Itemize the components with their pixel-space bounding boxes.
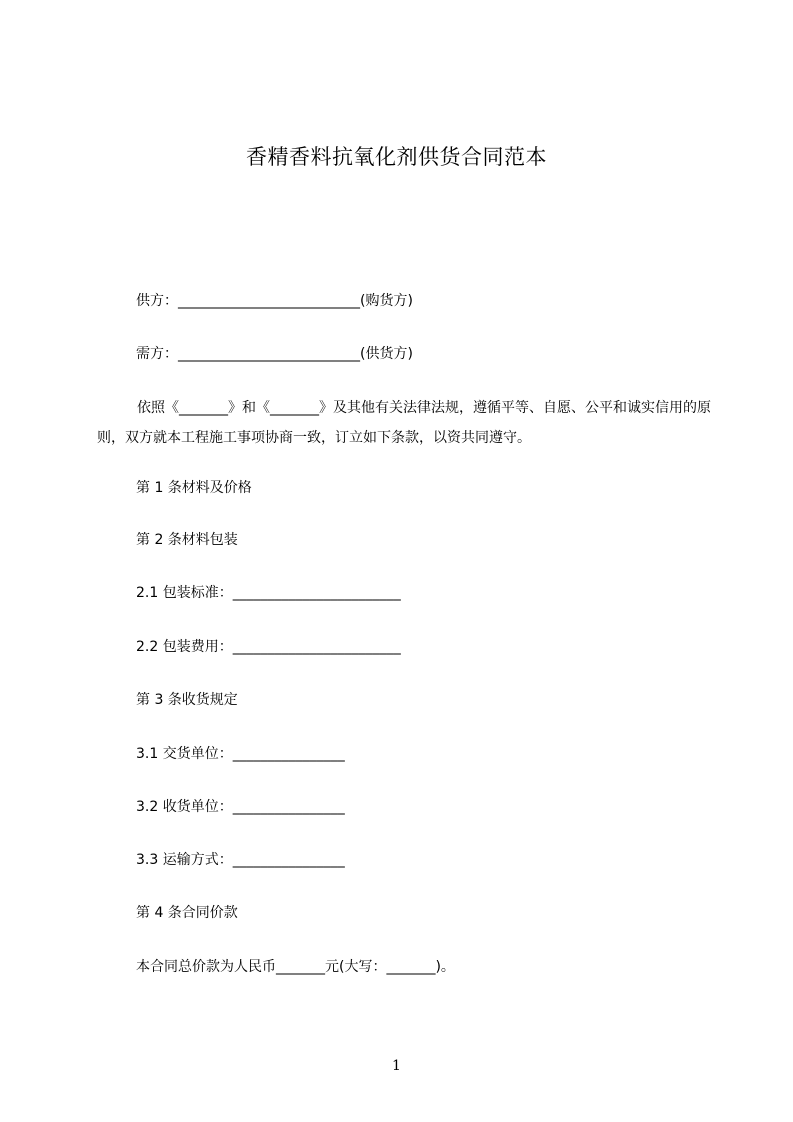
clause-1-heading: 第 1 条材料及价格 [136,480,252,496]
clause-3-1: 3.1 交货单位：________________ [136,746,345,762]
clause-3-heading: 第 3 条收货规定 [136,692,238,708]
clause-2-heading: 第 2 条材料包装 [136,532,238,548]
clause-4-heading: 第 4 条合同价款 [136,905,238,921]
clause-2-1: 2.1 包装标准：________________________ [136,585,401,601]
supplier-line: 供方：__________________________(购货方) [136,293,413,309]
page-number: 1 [392,1058,401,1074]
intro-paragraph: 依照《_______》和《_______》及其他有关法律法规，遵循平等、自愿、公平和诚实信用的原则，双方就本工程施工事项协商一致，订立如下条款，以资共同遵守。 [97,400,711,446]
clause-3-2: 3.2 收货单位：________________ [136,799,345,815]
document-title: 香精香料抗氧化剂供货合同范本 [246,145,547,169]
clause-2-2: 2.2 包装费用：________________________ [136,639,401,655]
clause-3-3: 3.3 运输方式：________________ [136,852,345,868]
clause-4-text: 本合同总价款为人民币_______元(大写：_______)。 [136,959,455,975]
buyer-line: 需方：__________________________(供货方) [136,346,413,362]
